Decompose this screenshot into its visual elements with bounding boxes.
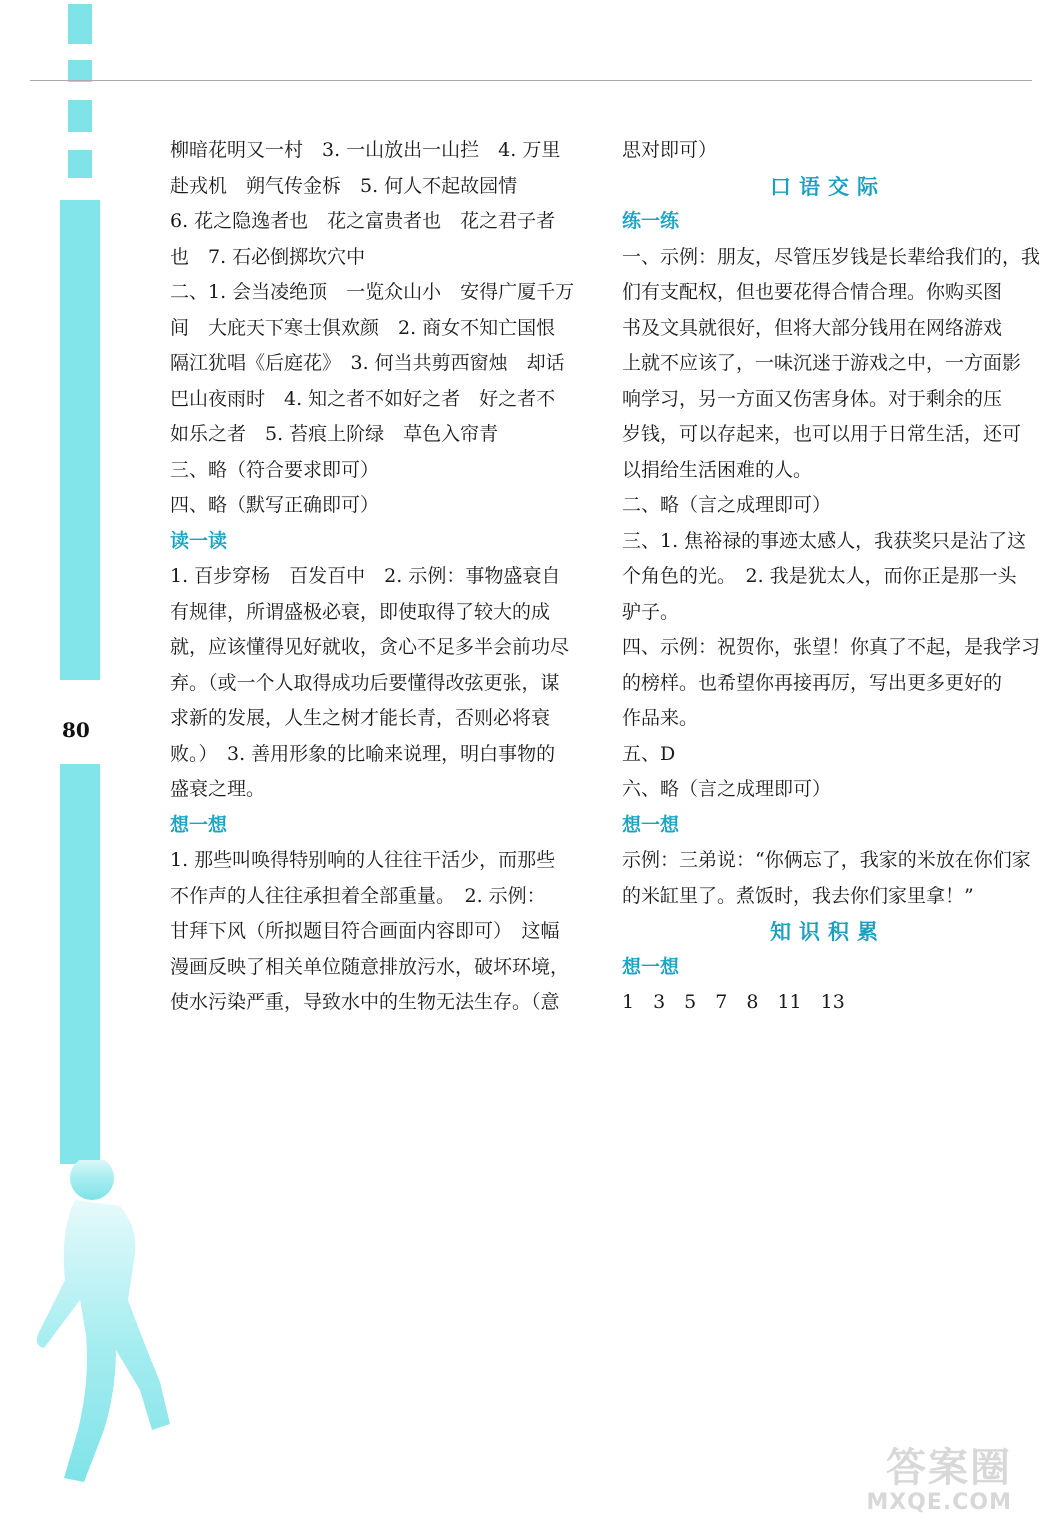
answer-line: 们有支配权，但也要花得合情合理。你购买图 [622,281,1003,303]
side-bar-lower [60,764,100,1164]
answer-line: 响学习，另一方面又伤害身体。对于剩余的压 [622,387,1003,410]
answer-line: 三、1. 焦裕禄的事迹太感人，我获奖只是沾了这 [622,529,1027,552]
answer-line: 求新的发展，人生之树才能长青，否则必将衰 [170,707,551,729]
answer-line: 以捐给生活困难的人。 [622,458,813,481]
answer-line: 作品来。 [622,707,699,729]
answer-line: 6. 花之隐逸者也 花之富贵者也 花之君子者 [170,210,556,232]
deco-square [68,150,92,178]
answer-line: 甘拜下风（所拟题目符合画面内容即可） 这幅 [170,920,560,942]
answer-line: 思对即可） [622,139,718,161]
answer-line: 三、略（符合要求即可） [170,458,380,481]
deco-square [68,100,92,132]
answer-line: 1. 百步穿杨 百发百中 2. 示例：事物盛衰自 [170,565,561,587]
side-bar-upper [60,200,100,680]
subheading: 练一练 [622,210,680,232]
answer-line: 盛衰之理。 [170,778,266,800]
answer-line: 示例：三弟说：“你俩忘了，我家的米放在你们家 [622,849,1031,871]
running-figure-silhouette [20,1160,200,1490]
answer-line: 二、1. 会当凌绝顶 一览众山小 安得广厦千万 [170,281,575,303]
answer-line: 有规律，所谓盛极必衰，即使取得了较大的成 [170,600,551,623]
answer-line: 四、略（默写正确即可） [170,494,380,516]
answer-line: 驴子。 [622,600,680,623]
answer-line: 不作声的人往往承担着全部重量。 2. 示例： [170,884,546,907]
answer-line: 一、示例：朋友，尽管压岁钱是长辈给我们的，我 [622,245,1041,268]
watermark-logo-text: 答案圈 [886,1445,1012,1491]
answer-line: 二、略（言之成理即可） [622,494,832,516]
subheading: 想一想 [622,955,680,978]
subheading: 读一读 [170,529,228,552]
answer-line: 巴山夜雨时 4. 知之者不如好之者 好之者不 [170,387,556,410]
section-title: 知识积累 [770,919,886,944]
answer-line: 漫画反映了相关单位随意排放污水，破坏环境， [170,955,570,978]
answer-line: 弃。（或一个人取得成功后要懂得改弦更张，谋 [170,671,560,694]
answer-line: 的榜样。也希望你再接再厉，写出更多更好的 [622,671,1003,694]
answer-line: 败。） 3. 善用形象的比喻来说理，明白事物的 [170,742,556,765]
subheading: 想一想 [622,813,680,836]
deco-square [68,4,92,44]
answer-line: 赴戎机 朔气传金柝 5. 何人不起故园情 [170,174,518,197]
section-title: 口语交际 [770,173,886,199]
subheading: 想一想 [170,813,228,836]
answer-line: 间 大庇天下寒士俱欢颜 2. 商女不知亡国恨 [170,316,556,339]
answer-line: 岁钱，可以存起来，也可以用于日常生活，还可 [622,423,1022,445]
answer-line: 如乐之者 5. 苔痕上阶绿 草色入帘青 [170,423,499,445]
top-rule-line [30,80,1032,81]
answer-line: 也 7. 石必倒掷坎穴中 [170,245,366,268]
answer-line: 五、D [622,742,676,765]
page-number: 80 [62,718,90,742]
answer-line: 柳暗花明又一村 3. 一山放出一山拦 4. 万里 [170,139,561,161]
left-column [170,133,582,1021]
watermark-logo [852,1446,1012,1516]
right-column [622,133,1041,1021]
answer-line: 个角色的光。 2. 我是犹太人，而你正是那一头 [622,565,1017,587]
answer-line: 六、略（言之成理即可） [622,778,832,800]
answer-line: 的米缸里了。煮饭时，我去你们家里拿！” [622,884,974,907]
answer-line: 上就不应该了，一味沉迷于游戏之中，一方面影 [622,352,1022,374]
answer-line: 隔江犹唱《后庭花》 3. 何当共剪西窗烛 却话 [170,352,565,374]
answer-line: 就，应该懂得见好就收，贪心不足多半会前功尽 [170,636,570,658]
answer-line: 四、示例：祝贺你，张望！你真了不起，是我学习 [622,636,1041,658]
answer-line: 1 3 5 7 8 11 13 [622,991,845,1013]
watermark-url: MXQE.COM [866,1490,1012,1515]
answer-line: 书及文具就很好，但将大部分钱用在网络游戏 [622,316,1003,339]
answer-line: 使水污染严重，导致水中的生物无法生存。（意 [170,991,560,1013]
answer-line: 1. 那些叫唤得特别响的人往往干活少，而那些 [170,849,556,871]
deco-square [68,60,92,82]
